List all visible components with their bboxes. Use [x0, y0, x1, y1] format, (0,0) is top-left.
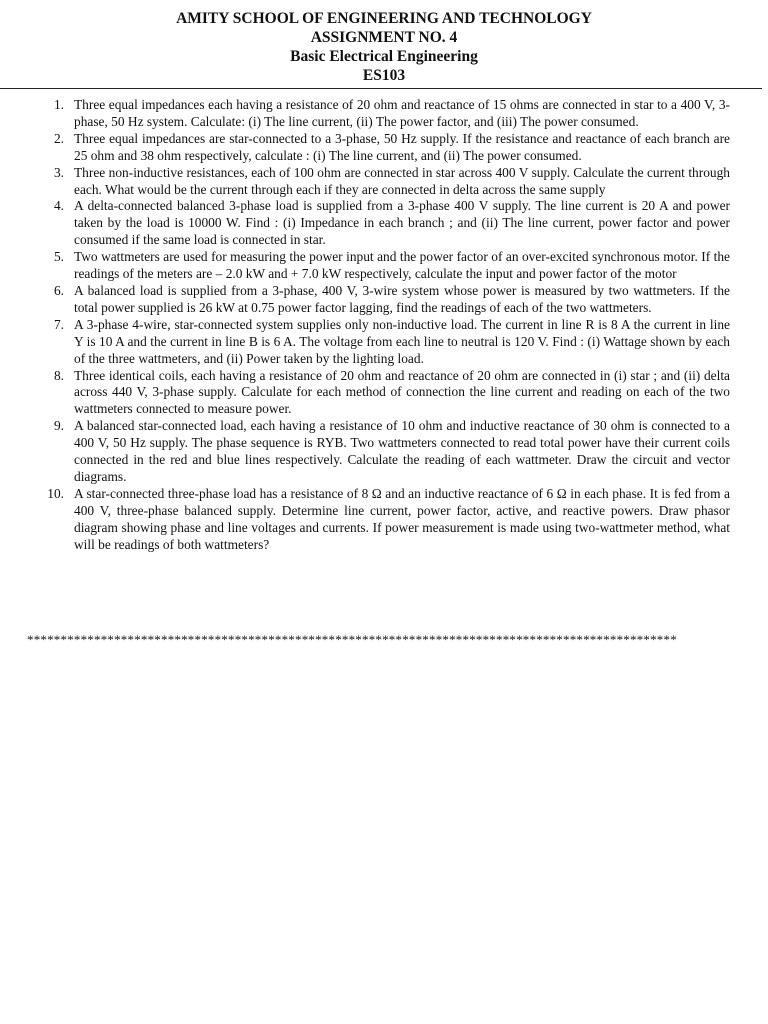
question-item: [40, 368, 730, 419]
question-list: [40, 97, 730, 553]
question-number: 10.: [47, 485, 64, 501]
question-number: 1.: [53, 97, 64, 112]
question-text: A star-connected three-phase load has a resistance of 8 Ω and an inductive reactance of 6 Ω in each phase. It is fed from a 400 V, three-phase balanced supply. Determine line current, power factor, active, and reactive powers. Draw phasor diagram showing phase and line voltages and currents. If power measurement is made using two-wattmeter method, what will be readings of both wattmeters?: [74, 485, 730, 552]
question-item: [40, 97, 730, 131]
question-number: 2.: [53, 130, 64, 146]
document-header: [0, 0, 768, 85]
question-text: Three equal impedances are star-connected to a 3-phase, 50 Hz supply. If the resistance and reactance of each branch are 25 ohm and 38 ohm respectively, calculate : (i) The line current, and (ii) The power consumed.: [74, 130, 730, 163]
question-item: [40, 283, 730, 317]
question-item: [40, 418, 730, 486]
institution-title: AMITY SCHOOL OF ENGINEERING AND TECHNOLOGY: [176, 10, 592, 27]
header-divider: [0, 88, 762, 89]
end-separator: *************************************************************************************************: [27, 632, 677, 647]
question-text: Three non-inductive resistances, each of 100 ohm are connected in star across 400 V supply. Calculate the current through each. What would be the current through each if they are connected in delta across the same supply: [74, 164, 730, 197]
question-item: [40, 317, 730, 368]
question-item: [40, 131, 730, 165]
question-text: A 3-phase 4-wire, star-connected system supplies only non-inductive load. The current in line R is 8 A the current in line Y is 10 A and the current in line B is 6 A. The voltage from each line to neutral is 120 V. Find : (i) Wattage shown by each of the three wattmeters, and (ii) Power taken by the lighting load.: [74, 316, 730, 366]
assignment-title: ASSIGNMENT NO. 4: [310, 29, 458, 46]
question-text: A delta-connected balanced 3-phase load is supplied from a 3-phase 400 V supply. The line current is 20 A and power taken by the load is 10000 W. Find : (i) Impedance in each branch ; and (ii) The line current, power factor and power consumed if the same load is connected in star.: [74, 198, 730, 248]
question-text: A balanced load is supplied from a 3-phase, 400 V, 3-wire system whose power is measured by two wattmeters. If the total power supplied is 26 kW at 0.75 power factor lagging, find the readings of each of the two wattmeters.: [74, 282, 730, 315]
question-text: Three equal impedances each having a resistance of 20 ohm and reactance of 15 ohms are connected in star to a 400 V, 3-phase, 50 Hz system. Calculate: (i) The line current, (ii) The power factor, and (iii) The power consumed.: [74, 97, 730, 129]
question-number: 8.: [53, 367, 64, 383]
question-number: 5.: [53, 249, 64, 265]
question-item: [40, 198, 730, 249]
question-number: 9.: [53, 418, 64, 434]
question-number: 6.: [53, 282, 64, 298]
question-number: 4.: [53, 198, 64, 214]
question-item: [40, 165, 730, 199]
question-number: 3.: [53, 164, 64, 180]
course-code: ES103: [362, 67, 406, 84]
question-text: Three identical coils, each having a resistance of 20 ohm and reactance of 20 ohm are connected in (i) star ; and (ii) delta across 440 V, 3-phase supply. Calculate for each method of connection the line current and reading on each of the two wattmeters connected to measure power.: [74, 367, 730, 417]
question-item: [40, 486, 730, 554]
question-text: A balanced star-connected load, each having a resistance of 10 ohm and inductive reactance of 30 ohm is connected to a 400 V, 50 Hz supply. The phase sequence is RYB. Two wattmeters connected to read total power have their current coils connected in the red and blue lines respectively. Calculate the reading of each wattmeter. Draw the circuit and vector diagrams.: [74, 418, 730, 484]
subject-title: Basic Electrical Engineering: [290, 48, 478, 65]
question-text: Two wattmeters are used for measuring the power input and the power factor of an over-excited synchronous motor. If the readings of the meters are – 2.0 kW and + 7.0 kW respectively, calculate the input and power factor of the motor: [74, 249, 730, 282]
question-item: [40, 249, 730, 283]
question-number: 7.: [53, 316, 64, 332]
